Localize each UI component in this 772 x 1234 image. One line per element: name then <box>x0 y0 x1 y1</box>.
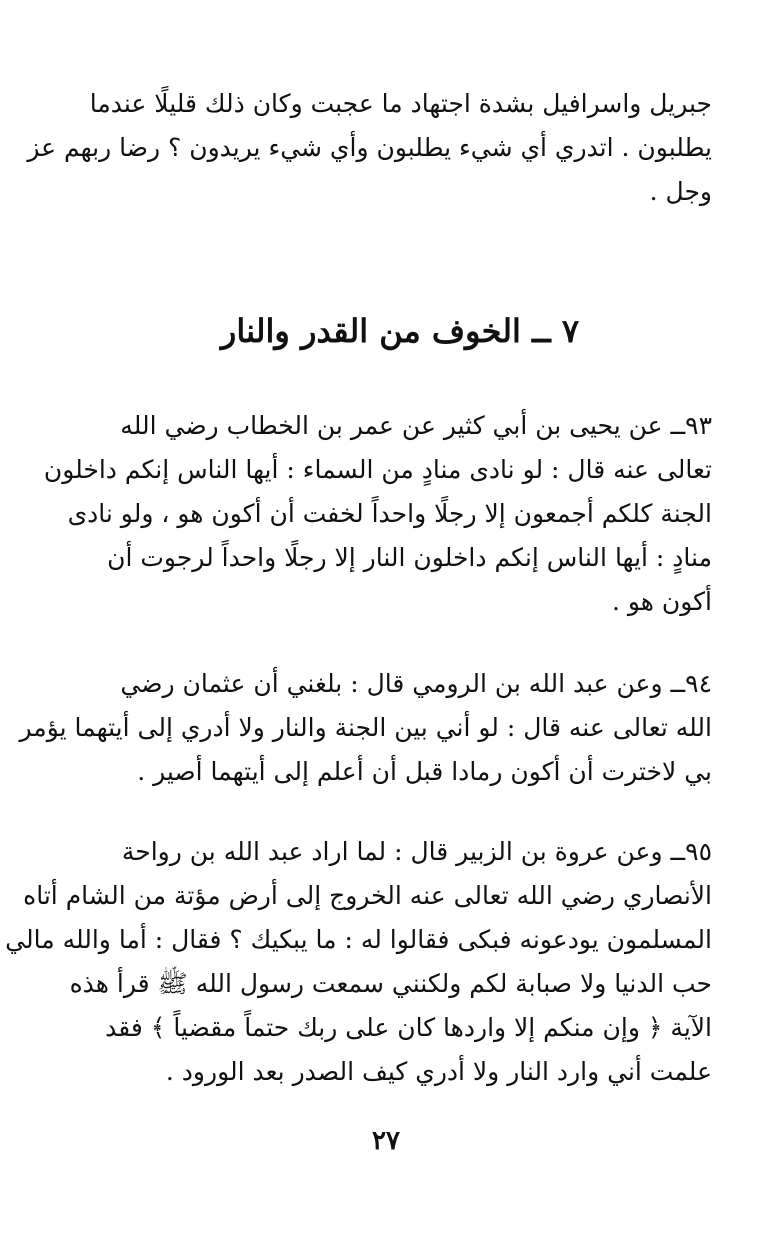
paragraph-line: الآية ﴿ وإن منكم إلا واردها كان على ربك حتماً مقضياً ﴾ فقد <box>105 1013 712 1042</box>
paragraph-line: ٩٤ــ وعن عبد الله بن الرومي قال : بلغني أن عثمان رضي <box>120 669 712 698</box>
paragraph-line: الأنصاري رضي الله تعالى عنه الخروج إلى أرض مؤتة من الشام أتاه <box>23 881 712 910</box>
intro-line-2: يطلبون . اتدري أي شيء يطلبون وأي شيء يريدون ؟ رضا ربهم عز <box>27 133 712 162</box>
paragraph-line: الجنة كلكم أجمعون إلا رجلًا واحداً لخفت أن أكون هو ، ولو نادى <box>67 499 712 528</box>
paragraph-line: تعالى عنه قال : لو نادى منادٍ من السماء : أيها الناس إنكم داخلون <box>43 455 712 484</box>
intro-line-3: وجل . <box>649 177 712 206</box>
paragraph-line: علمت أني وارد النار ولا أدري كيف الصدر بعد الورود . <box>165 1057 712 1086</box>
paragraph-line: المسلمون يودعونه فبكى فقالوا له : ما يبكيك ؟ فقال : أما والله مالي <box>5 925 712 954</box>
paragraph-line: ٩٣ــ عن يحيى بن أبي كثير عن عمر بن الخطاب رضي الله <box>120 411 712 440</box>
paragraph-line: الله تعالى عنه قال : لو أني بين الجنة والنار ولا أدري إلى أيتهما يؤمر <box>19 713 712 742</box>
paragraph-line: حب الدنيا ولا صبابة لكم ولكنني سمعت رسول الله ﷺ قرأ هذه <box>69 969 712 998</box>
intro-paragraph <box>27 82 712 214</box>
section-heading: ٧ ــ الخوف من القدر والنار <box>220 312 580 350</box>
paragraph-94 <box>19 662 712 794</box>
paragraph-93 <box>43 404 712 624</box>
paragraph-line: ٩٥ــ وعن عروة بن الزبير قال : لما اراد عبد الله بن رواحة <box>121 837 712 866</box>
paragraph-line: أكون هو . <box>611 587 712 616</box>
paragraph-95 <box>5 830 712 1094</box>
paragraph-line: منادٍ : أيها الناس إنكم داخلون النار إلا رجلًا واحداً لرجوت أن <box>107 543 712 572</box>
page-number: ٢٧ <box>372 1126 400 1156</box>
paragraph-line: بي لاخترت أن أكون رمادا قبل أن أعلم إلى أيتهما أصير . <box>137 757 712 786</box>
intro-line-1: جبريل واسرافيل بشدة اجتهاد ما عجبت وكان ذلك قليلًا عندما <box>89 89 712 118</box>
